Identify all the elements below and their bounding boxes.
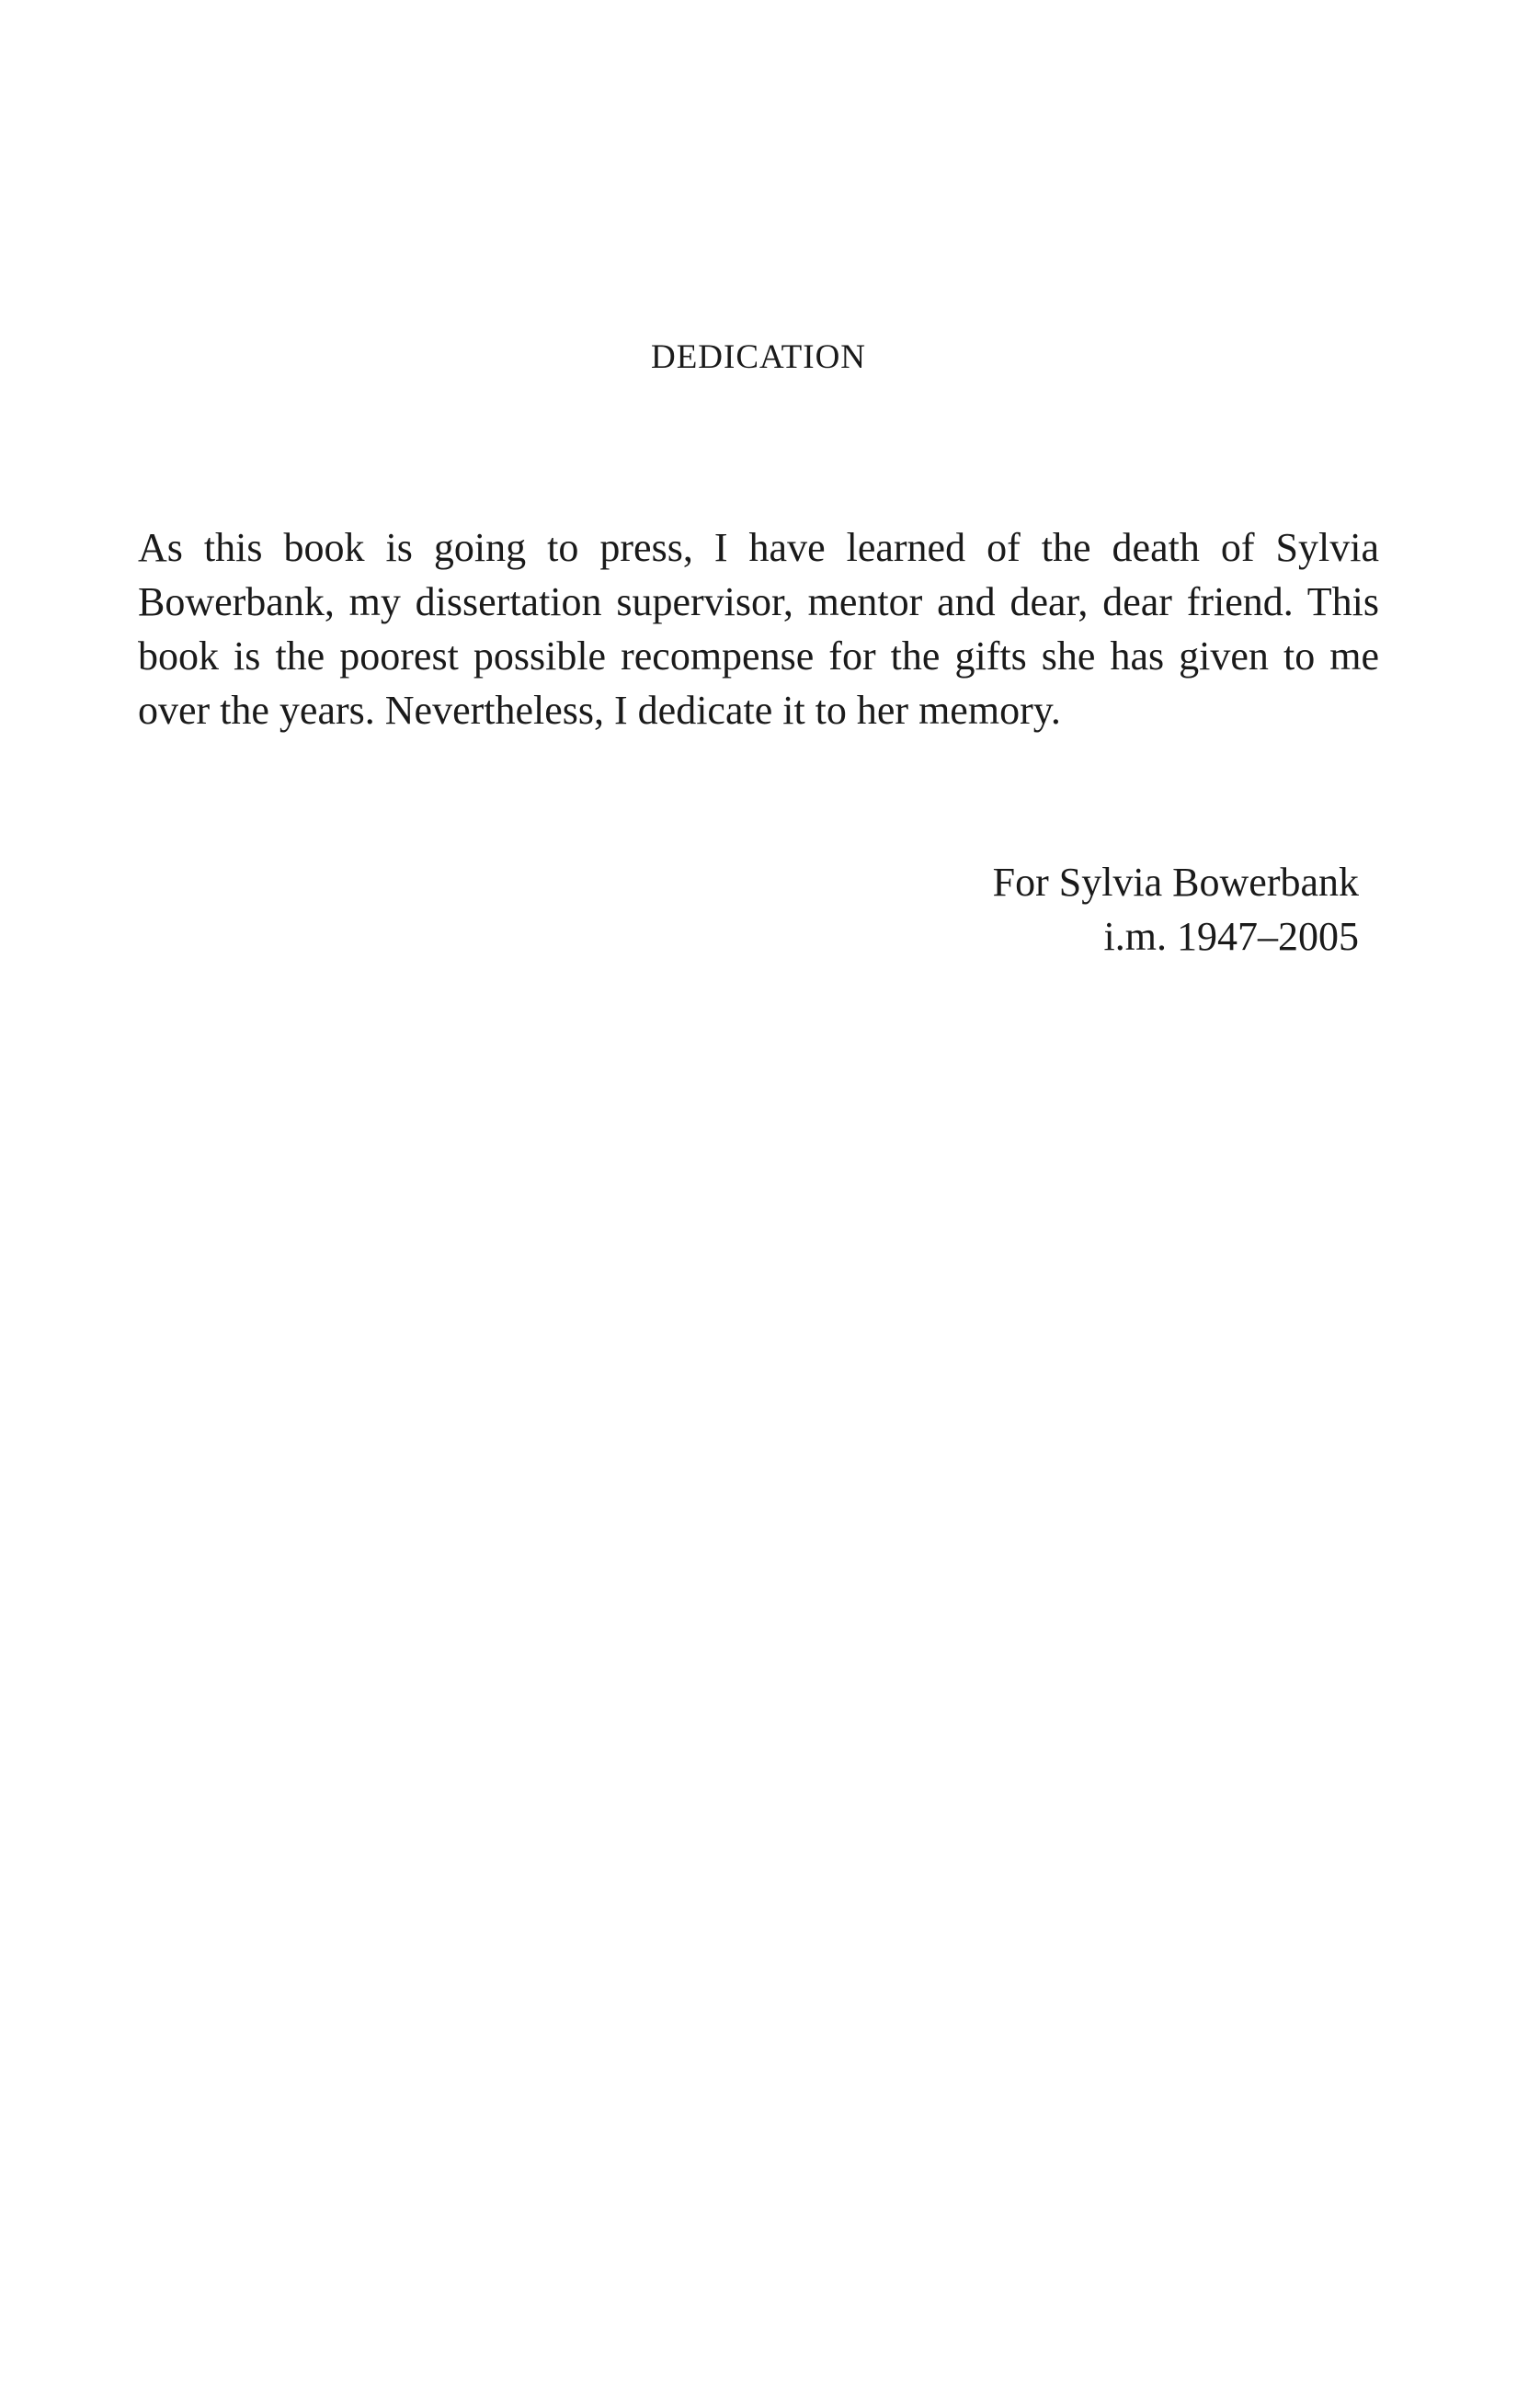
page-title: DEDICATION [650, 338, 867, 376]
dedication-signature [993, 855, 1359, 964]
dedication-paragraph: As this book is going to press, I have learned of the death of Sylvia Bowerbank, my dissertation supervisor, mentor and dear, dear friend. This book is the poorest possible recompense for the gifts she has given to me over the years. Nevertheless, I dedicate it to her memory. [138, 525, 1379, 733]
signature-dates: i.m. 1947–2005 [1103, 914, 1359, 959]
signature-name: For Sylvia Bowerbank [992, 860, 1359, 905]
